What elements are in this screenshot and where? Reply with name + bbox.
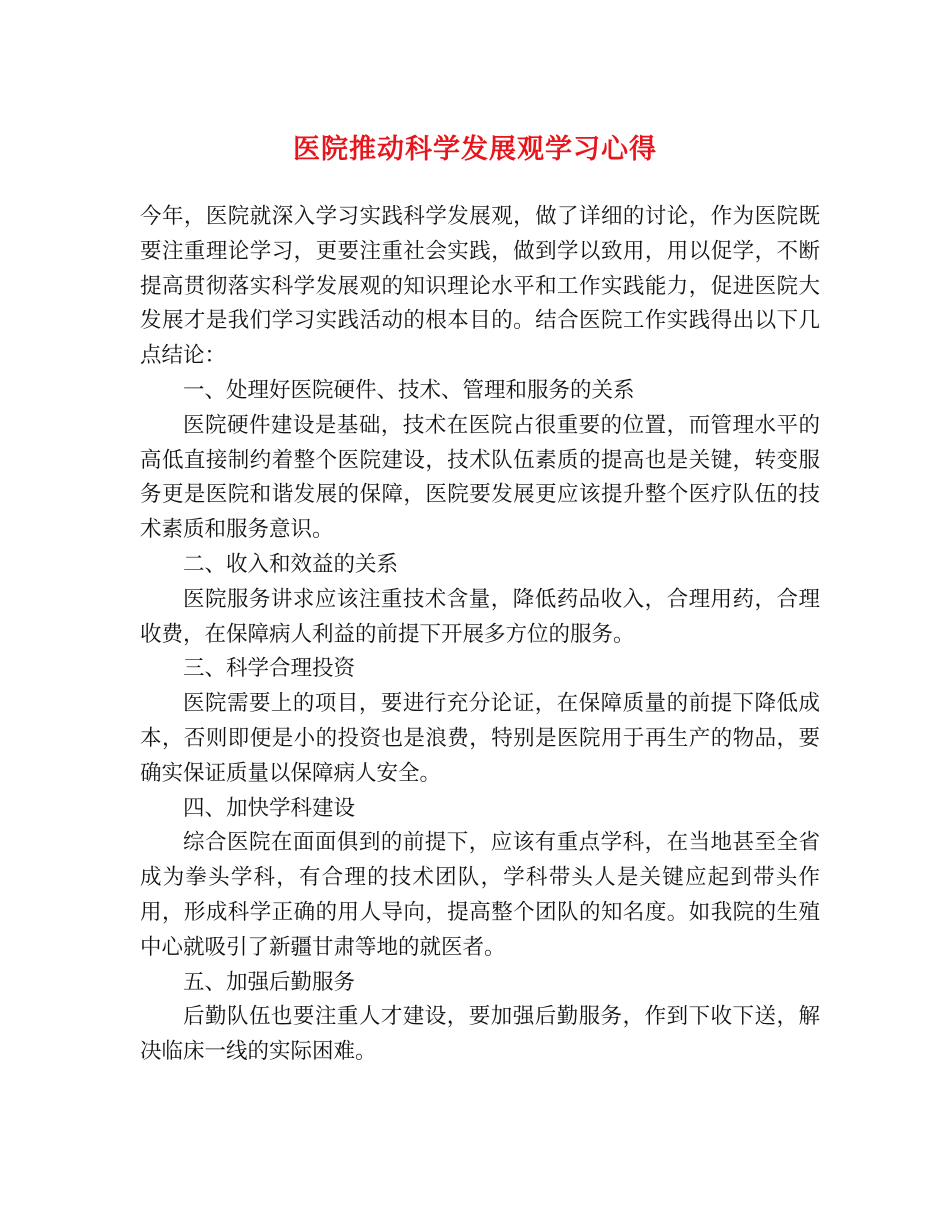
section-paragraph-4: 综合医院在面面俱到的前提下，应该有重点学科，在当地甚至全省成为拳头学科，有合理的技术团队，学科带头人是关键应起到带头作用，形成科学正确的用人导向，提高整个团队的知名度。如我院的生殖中心就吸引了新疆甘肃等地的就医者。 — [140, 830, 820, 960]
section-heading-1: 一、处理好医院硬件、技术、管理和服务的关系 — [183, 377, 635, 403]
section-heading-2: 二、收入和效益的关系 — [183, 551, 399, 577]
intro-paragraph: 今年，医院就深入学习实践科学发展观，做了详细的讨论，作为医院既要注重理论学习，更要注重社会实践，做到学以致用，用以促学，不断提高贯彻落实科学发展观的知识理论水平和工作实践能力，促进医院大发展才是我们学习实践活动的根本目的。结合医院工作实践得出以下几点结论： — [140, 204, 820, 369]
section-paragraph-5: 后勤队伍也要注重人才建设，要加强后勤服务，作到下收下送，解决临床一线的实际困难。 — [140, 1004, 820, 1065]
section-heading-3: 三、科学合理投资 — [183, 656, 356, 682]
document-title: 医院推动科学发展观学习心得 — [293, 134, 657, 165]
document-body — [140, 200, 820, 1070]
section-heading-4: 四、加快学科建设 — [183, 795, 356, 821]
section-heading-5: 五、加强后勤服务 — [183, 969, 356, 995]
section-paragraph-1: 医院硬件建设是基础，技术在医院占很重要的位置，而管理水平的高低直接制约着整个医院建设，技术队伍素质的提高也是关键，转变服务更是医院和谐发展的保障，医院要发展更应该提升整个医疗队伍的技术素质和服务意识。 — [140, 412, 820, 543]
section-paragraph-3: 医院需要上的项目，要进行充分论证，在保障质量的前提下降低成本，否则即便是小的投资也是浪费，特别是医院用于再生产的物品，要确实保证质量以保障病人安全。 — [140, 691, 820, 786]
section-paragraph-2: 医院服务讲求应该注重技术含量，降低药品收入，合理用药，合理收费，在保障病人利益的前提下开展多方位的服务。 — [140, 586, 820, 647]
